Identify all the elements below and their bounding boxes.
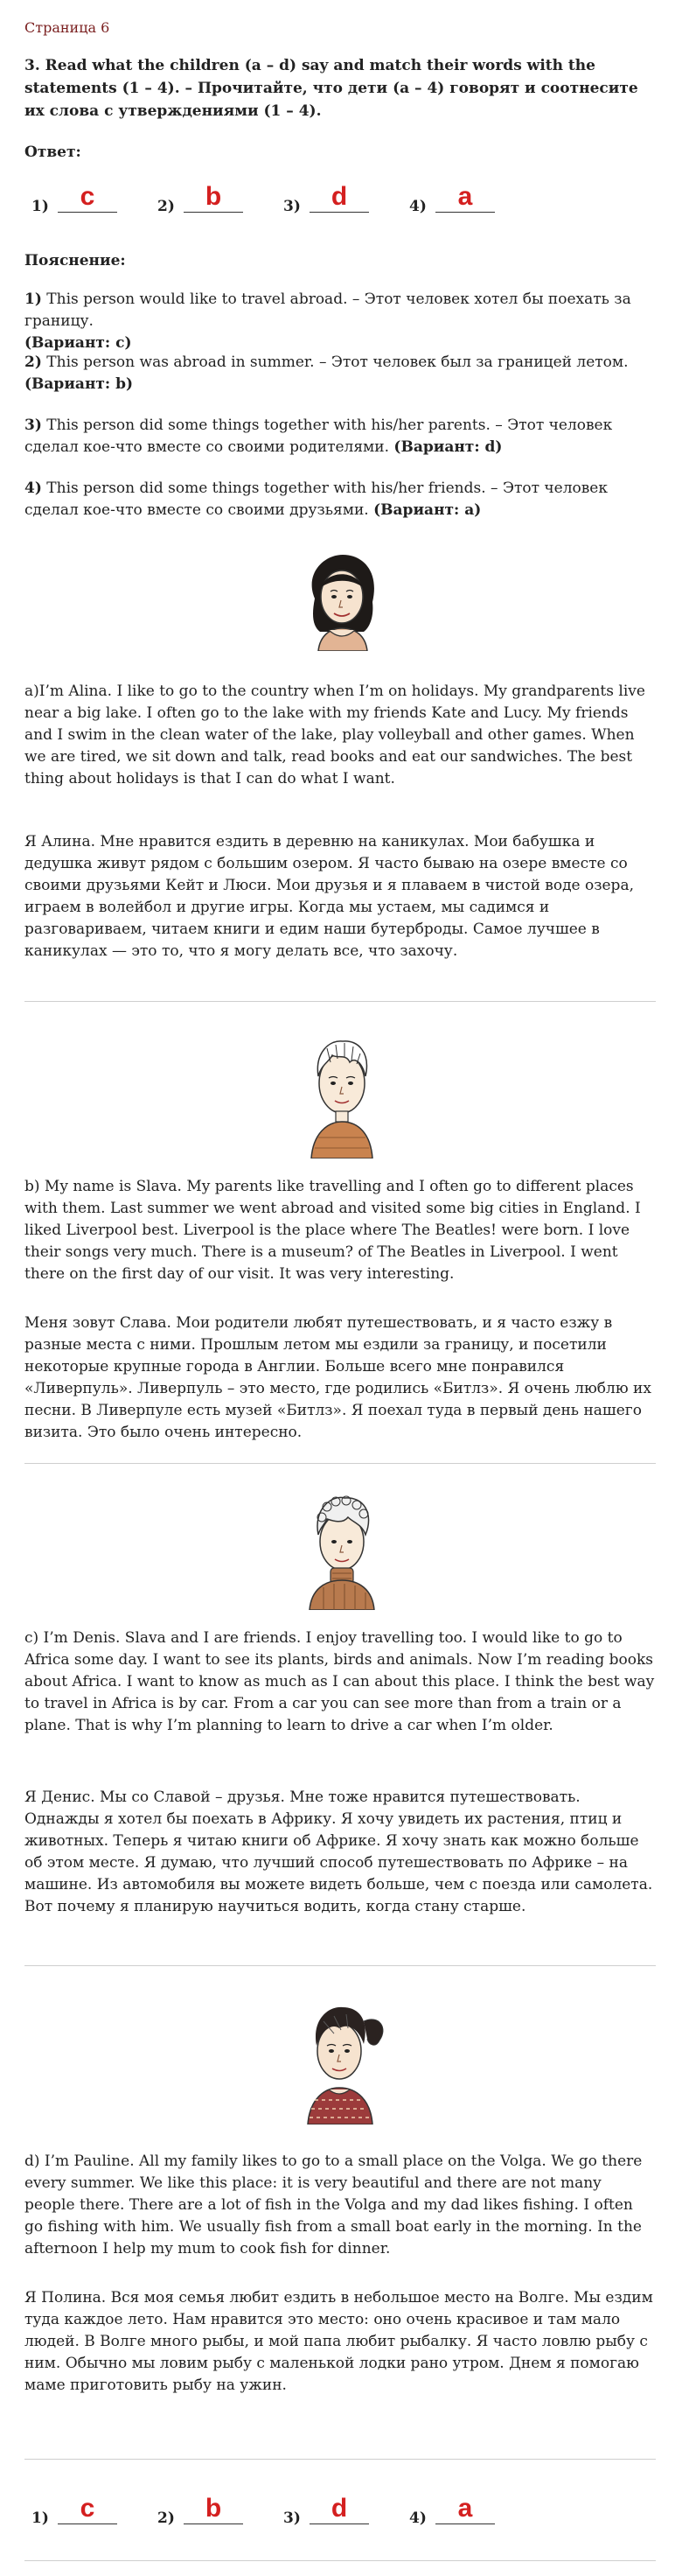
answer-letter: c — [80, 2494, 95, 2523]
answer-row-top — [24, 182, 514, 220]
task-heading: 3. Read what the children (a – d) say and match their words with the statements (1 – 4). – Прочитайте, что дети (а – 4) говорят и соотнесите их слова с утверждениями (1 – 4). — [24, 57, 638, 120]
answer-row-bottom — [24, 2494, 514, 2532]
answer-letter: c — [80, 182, 95, 211]
divider — [24, 1965, 656, 1966]
explanation-number: 4) — [24, 480, 42, 497]
answer-label: Ответ: — [24, 144, 81, 161]
explanation-variant: (Вариант: a) — [373, 501, 482, 519]
explanation-text: This person would like to travel abroad. – Этот человек хотел бы поехать за границу. — [24, 290, 631, 330]
answer-letter: b — [205, 182, 222, 211]
answer-letter: d — [331, 2494, 348, 2523]
child-d-text-en: d) I’m Pauline. All my family likes to go to a small place on the Volga. We go there every summer. We like this place: it is very beautiful and there are not many people there. There are a lot of fish in the Volga and my dad likes fishing. I often go fishing with him. We usually fish from a small boat early in the morning. In the afternoon I help my mum to cook fish for dinner. — [24, 2152, 643, 2258]
explanation-number: 1) — [24, 290, 42, 308]
explanation-item — [24, 478, 656, 522]
girl-portrait-pauline — [285, 1997, 397, 2124]
explanation-text: This person was abroad in summer. – Этот человек был за границей летом. — [41, 354, 629, 371]
answer-letter: a — [457, 182, 473, 211]
boy-portrait-slava — [289, 1027, 395, 1158]
answer-number: 4) — [409, 198, 427, 215]
answer-letter: d — [331, 182, 348, 211]
page-label: Страница 6 — [24, 19, 110, 36]
child-b-text-ru: Меня зовут Слава. Мои родители любят путешествовать, и я часто езжу в разные места с ними. Прошлым летом мы ездили за границу, и посетили некоторые крупные города в Англии. Больше всего мне понравился «Ливерпуль». Ливерпуль – это место, где родились «Битлз». Я очень люблю их песни. В Ливерпуле есть музей «Битлз». Я поехал туда в первый день нашего визита. Это было очень интересно. — [24, 1314, 651, 1441]
child-c-text-ru: Я Денис. Мы со Славой – друзья. Мне тоже нравится путешествовать. Однажды я хотел бы поехать в Африку. Я хочу увидеть их растения, птиц и животных. Теперь я читаю книги об Африке. Я хочу знать как можно больше об этом месте. Я думаю, что лучший способ путешествовать по Африке – на машине. Из автомобиля вы можете видеть больше, чем с поезда или самолета. Вот почему я планирую научиться водить, когда стану старше. — [24, 1788, 653, 1915]
explanation-item — [24, 352, 656, 396]
explanation-text: This person did some things together with his/her friends. – Этот человек сделал кое-что вместе со своими друзьями. — [24, 480, 608, 519]
explanation-variant: (Вариант: c) — [24, 334, 132, 352]
answer-number: 4) — [409, 2510, 427, 2527]
divider — [24, 2459, 656, 2460]
explanation-number: 3) — [24, 416, 42, 434]
boy-portrait-denis — [289, 1488, 395, 1610]
explanation-number: 2) — [24, 354, 42, 371]
answer-number: 3) — [283, 198, 301, 215]
child-b-text-en: b) My name is Slava. My parents like travelling and I often go to different places with them. Last summer we went abroad and visited some big cities in England. I liked Liverpool best. Liverpool is the place where The Beatles! were born. I love their songs very much. There is a museum? of The Beatles in Liverpool. I went there on the first day of our visit. It was very interesting. — [24, 1178, 641, 1283]
explanation-variant: (Вариант: d) — [393, 438, 503, 456]
answer-letter: a — [457, 2494, 473, 2523]
explanation-item — [24, 289, 656, 354]
girl-portrait-alina — [289, 548, 395, 651]
answer-number: 1) — [31, 2510, 49, 2527]
explanation-item — [24, 415, 656, 458]
child-d-text-ru: Я Полина. Вся моя семья любит ездить в небольшое место на Волге. Мы ездим туда каждое лето. Нам нравится это место: оно очень красивое и там мало людей. В Волге много рыбы, и мой папа любит рыбалку. Я часто ловлю рыбу с ним. Обычно мы ловим рыбу с маленькой лодки рано утром. Днем я помогаю маме приготовить рыбу на ужин. — [24, 2289, 653, 2394]
child-a-text-ru: Я Алина. Мне нравится ездить в деревню на каникулах. Мои бабушка и дедушка живут рядом с большим озером. Я часто бываю на озере вместе со своими друзьями Кейт и Люси. Мои друзья и я плаваем в чистой воде озера, играем в волейбол и другие игры. Когда мы устаем, мы садимся и разговариваем, читаем книги и едим наши бутерброды. Самое лучшее в каникулах — это то, что я могу делать все, что захочу. — [24, 833, 634, 960]
explanation-variant: (Вариант: b) — [24, 375, 134, 393]
answer-number: 2) — [157, 2510, 175, 2527]
child-a-text-en: a)I’m Alina. I like to go to the country when I’m on holidays. My grandparents live near a big lake. I often go to the lake with my friends Kate and Lucy. My friends and I swim in the clean water of the lake, play volleyball and other games. When we are tired, we sit down and talk, read books and eat our sandwiches. The best thing about holidays is that I can do what I want. — [24, 682, 645, 788]
answer-letter: b — [205, 2494, 222, 2523]
divider — [24, 1001, 656, 1002]
answer-number: 2) — [157, 198, 175, 215]
explanation-text: This person did some things together with his/her parents. – Этот человек сделал кое-что вместе со своими родителями. — [24, 416, 613, 456]
divider — [24, 2560, 656, 2561]
explanation-label: Пояснение: — [24, 252, 126, 270]
child-c-text-en: c) I’m Denis. Slava and I are friends. I enjoy travelling too. I would like to go to Africa some day. I want to see its plants, birds and animals. Now I’m reading books about Africa. I want to know as much as I can about this place. I think the best way to travel in Africa is by car. From a car you can see more than from a train or a plane. That is why I’m planning to learn to drive a car when I’m older. — [24, 1629, 655, 1734]
divider — [24, 1463, 656, 1464]
answer-number: 1) — [31, 198, 49, 215]
answer-number: 3) — [283, 2510, 301, 2527]
